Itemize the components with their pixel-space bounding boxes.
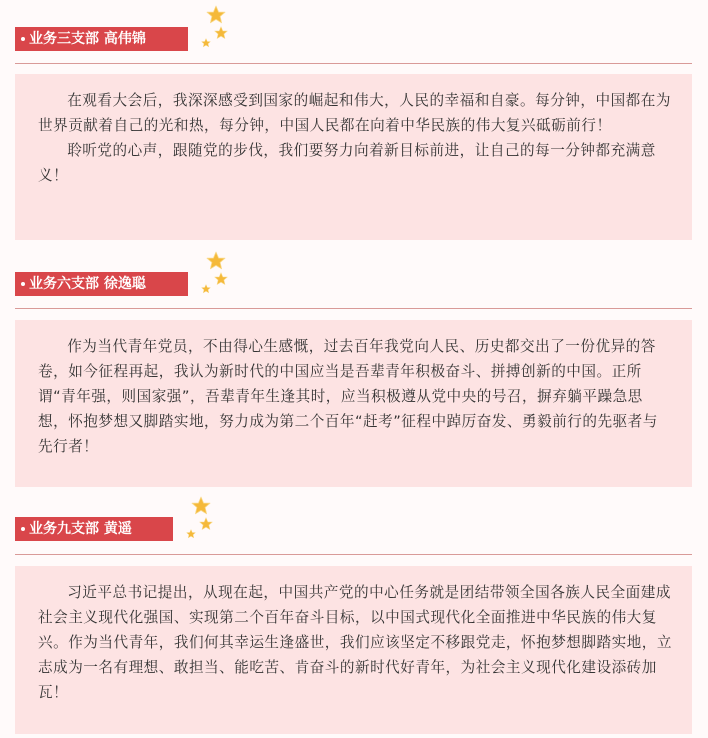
section-header-label: 业务九支部 黄遥: [29, 521, 132, 537]
comment-paragraph: 在观看大会后，我深深感受到国家的崛起和伟大，人民的幸福和自豪。每分钟，中国都在为世界贡献着自己的光和热，每分钟，中国人民都在向着中华民族的伟大复兴砥砺前行！: [38, 92, 671, 134]
comment-box: [15, 320, 692, 487]
comment-paragraph: 习近平总书记提出，从现在起，中国共产党的中心任务就是团结带领全国各族人民全面建成社会主义现代化强国、实现第二个百年奋斗目标，以中国式现代化全面推进中华民族的伟大复兴。作为当代青年，我们何其幸运生逢盛世，我们应该坚定不移跟党走，怀抱梦想脚踏实地，立志成为一名有理想、敢担当、能吃苦、肯奋斗的新时代好青年，为社会主义现代化建设添砖加瓦！: [38, 584, 672, 701]
comment-box: [15, 566, 692, 734]
comment-box: [15, 74, 692, 240]
comment-paragraph: 作为当代青年党员，不由得心生感慨，过去百年我党向人民、历史都交出了一份优异的答卷，如今征程再起，我认为新时代的中国应当是吾辈青年积极奋斗、拼搏创新的中国。正所谓“青年强，则国家强”，吾辈青年生逢其时，应当积极遵从党中央的号召，摒弃躺平躁急思想，怀抱梦想又脚踏实地，努力成为第二个百年“赶考”征程中踔厉奋发、勇毅前行的先驱者与先行者！: [38, 338, 658, 455]
comment-paragraph: 聆听党的心声，跟随党的步伐，我们要努力向着新目标前进，让自己的每一分钟都充满意义！: [38, 142, 656, 184]
section-header-label: 业务三支部 高伟锦: [29, 31, 146, 47]
section-divider: [15, 308, 692, 309]
section-header-label: 业务六支部 徐逸聪: [29, 276, 146, 292]
section-header-tag: [15, 517, 173, 541]
stars-decoration-icon: [200, 251, 230, 295]
section-header-tag: [15, 27, 188, 51]
bullet-dot-icon: [21, 282, 25, 286]
stars-decoration-icon: [200, 5, 230, 49]
section-divider: [15, 554, 692, 555]
section-divider: [15, 63, 692, 64]
bullet-dot-icon: [21, 37, 25, 41]
bullet-dot-icon: [21, 527, 25, 531]
stars-decoration-icon: [185, 496, 215, 540]
section-header-tag: [15, 272, 188, 296]
